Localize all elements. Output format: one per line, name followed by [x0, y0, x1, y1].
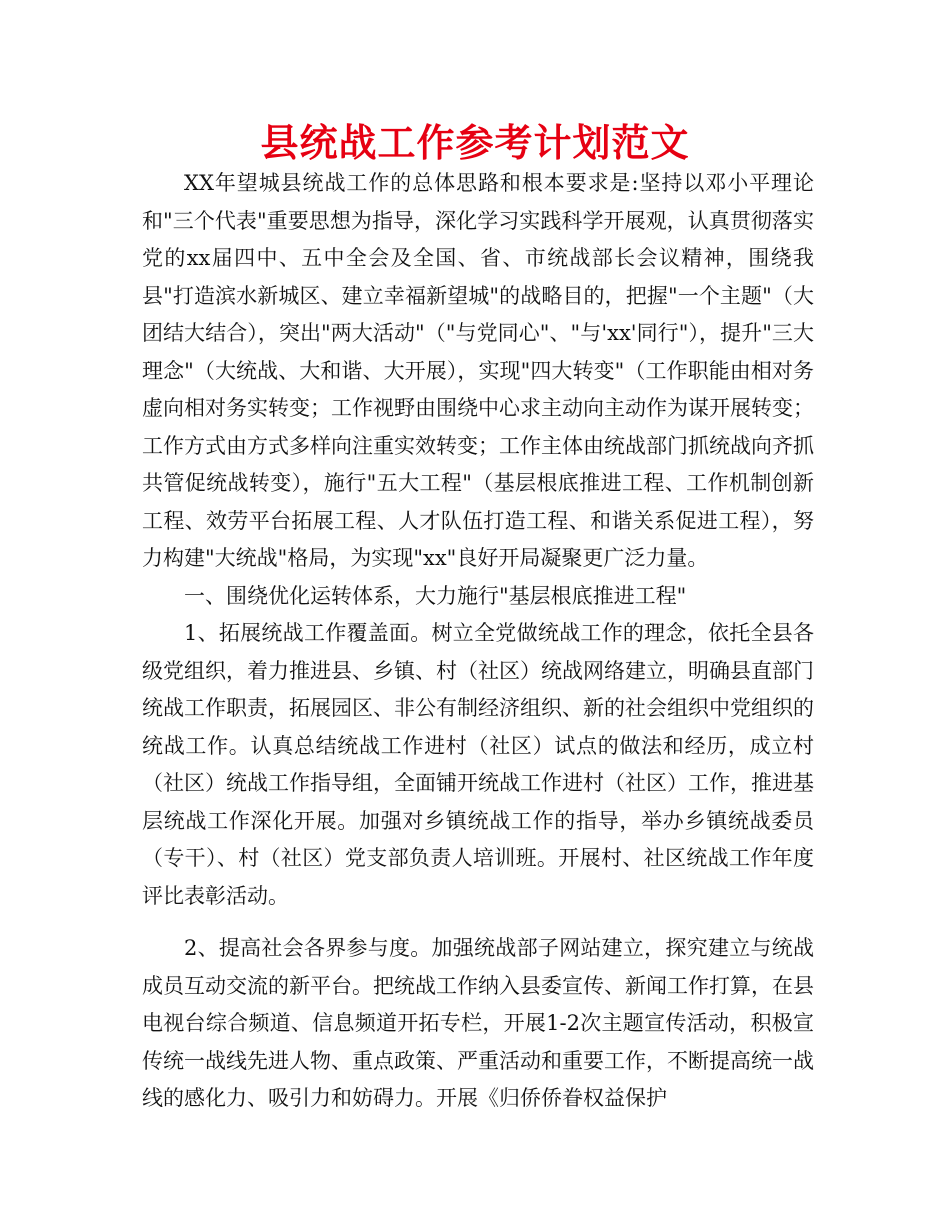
- document-title: 县统战工作参考计划范文: [260, 121, 690, 165]
- section-heading-1: 一、围绕优化运转体系，大力施行"基层根底推进工程": [184, 583, 687, 608]
- document-body: [142, 165, 814, 1118]
- paragraph-overview: XX年望城县统战工作的总体思路和根本要求是:坚持以邓小平理论和"三个代表"重要思想为指导，深化学习实践科学开展观，认真贯彻落实党的xx届四中、五中全会及全国、省、市统战部长会议精神，围绕我县"打造滨水新城区、建立幸福新望城"的战略目的，把握"一个主题"（大团结大结合），突出"两大活动"（"与党同心"、"与'xx'同行"），提升"三大理念"（大统战、大和谐、大开展），实现"四大转变"（工作职能由相对务虚向相对务实转变；工作视野由围绕中心求主动向主动作为谋开展转变；工作方式由方式多样向注重实效转变；工作主体由统战部门抓统战向齐抓共管促统战转变），施行"五大工程"（基层根底推进工程、工作机制创新工程、效劳平台拓展工程、人才队伍打造工程、和谐关系促进工程），努力构建"大统战"格局，为实现"xx"良好开局凝聚更广泛力量。: [142, 171, 814, 570]
- paragraph-item-1: 1、拓展统战工作覆盖面。树立全党做统战工作的理念，依托全县各级党组织，着力推进县、乡镇、村（社区）统战网络建立，明确县直部门统战工作职责，拓展园区、非公有制经济组织、新的社会组织中党组织的统战工作。认真总结统战工作进村（社区）试点的做法和经历，成立村（社区）统战工作指导组，全面铺开统战工作进村（社区）工作，推进基层统战工作深化开展。加强对乡镇统战工作的指导，举办乡镇统战委员（专干）、村（社区）党支部负责人培训班。开展村、社区统战工作年度评比表彰活动。: [142, 621, 814, 908]
- paragraph-item-2: 2、提高社会各界参与度。加强统战部子网站建立，探究建立与统战成员互动交流的新平台。把统战工作纳入县委宣传、新闻工作打算，在县电视台综合频道、信息频道开拓专栏，开展1-2次主题宣传活动，积极宣传统一战线先进人物、重点政策、严重活动和重要工作，不断提高统一战线的感化力、吸引力和妨碍力。开展《归侨侨眷权益保护: [142, 936, 814, 1110]
